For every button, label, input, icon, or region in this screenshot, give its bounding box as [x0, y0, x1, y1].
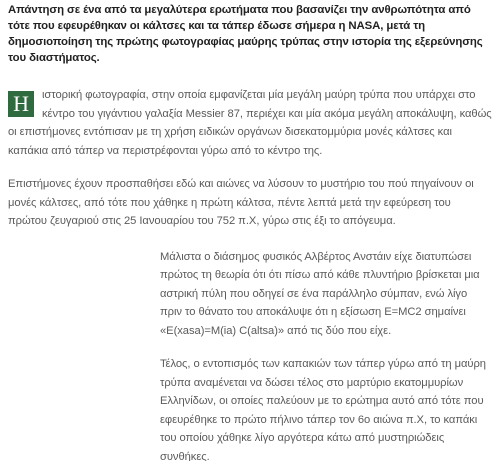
article-paragraph-3: Μάλιστα ο διάσημος φυσικός Αλβέρτος Ανστάιν είχε διατυπώσει πρώτος τη θεωρία ότι ότι πίσω από κάθε πλυντήριο βρίσκεται μια αστρική πύλη που οδηγεί σε ένα παράλληλο σύμπαν, ενώ λίγο πριν το θάνατο του αποκάλυψε ότι η εξίσωση E=MC2 σημαίνει «E(xasa)=M(ia) C(altsa)» από τις δύο που είχε. — [160, 250, 480, 337]
article-paragraph-2: Επιστήμονες έχουν προσπαθήσει εδώ και αιώνες να λύσουν το μυστήριο του πού πηγαίνουν οι μονές κάλτσες, από τότε που χάθηκε η πρώτη κάλτσα, πέντε λεπτά μετά την εφεύρεση του πρώτου ζευγαριού στις 25 Ιανουαρίου του 752 π.Χ, γύρω στις έξι το απόγευμα. — [8, 178, 474, 227]
drop-cap: Η — [8, 91, 34, 117]
article-lead: Απάντηση σε ένα από τα μεγαλύτερα ερωτήματα που βασανίζει την ανθρωπότητα από τότε που εφευρέθηκαν οι κάλτσες και τα τάπερ έδωσε σήμερα η NASA, μετά τη δημοσιοποίηση της πρώτης φωτογραφίας μαύρης τρύπας στην ιστορία της εξερεύνησης του διαστήματος. — [8, 4, 483, 64]
article-paragraph-4: Τέλος, ο εντοπισμός των καπακιών των τάπερ γύρω από τη μαύρη τρύπα αναμένεται να δώσει τέλος στο μαρτύριο εκατομμυρίων Ελληνίδων, οι οποίες παλεύουν με το ερώτημα αυτό από τότε που εφευρέθηκε το πρώτο πήλινο τάπερ τον 6ο αιώνα π.Χ, το καπάκι του οποίου χάθηκε λίγο αργότερα κάτω από μυστηριώδεις συνθήκες. — [160, 358, 486, 461]
paragraph-1-text: ιστορική φωτογραφία, στην οποία εμφανίζεται μία μεγάλη μαύρη τρύπα που υπάρχει στο κέντρο του γιγάντιου γαλαξία Messier 87, περιέχει και μία ακόμα μεγάλη αποκάλυψη, καθώς οι επιστήμονες εντόπισαν με τη χρήση ειδικών οργάνων δισεκατομμύρια μονές κάλτσες και καπάκια από τάπερ να περιστρέφονται γύρω από το κέντρο της. — [8, 89, 492, 157]
article-paragraph-1 — [8, 86, 492, 160]
